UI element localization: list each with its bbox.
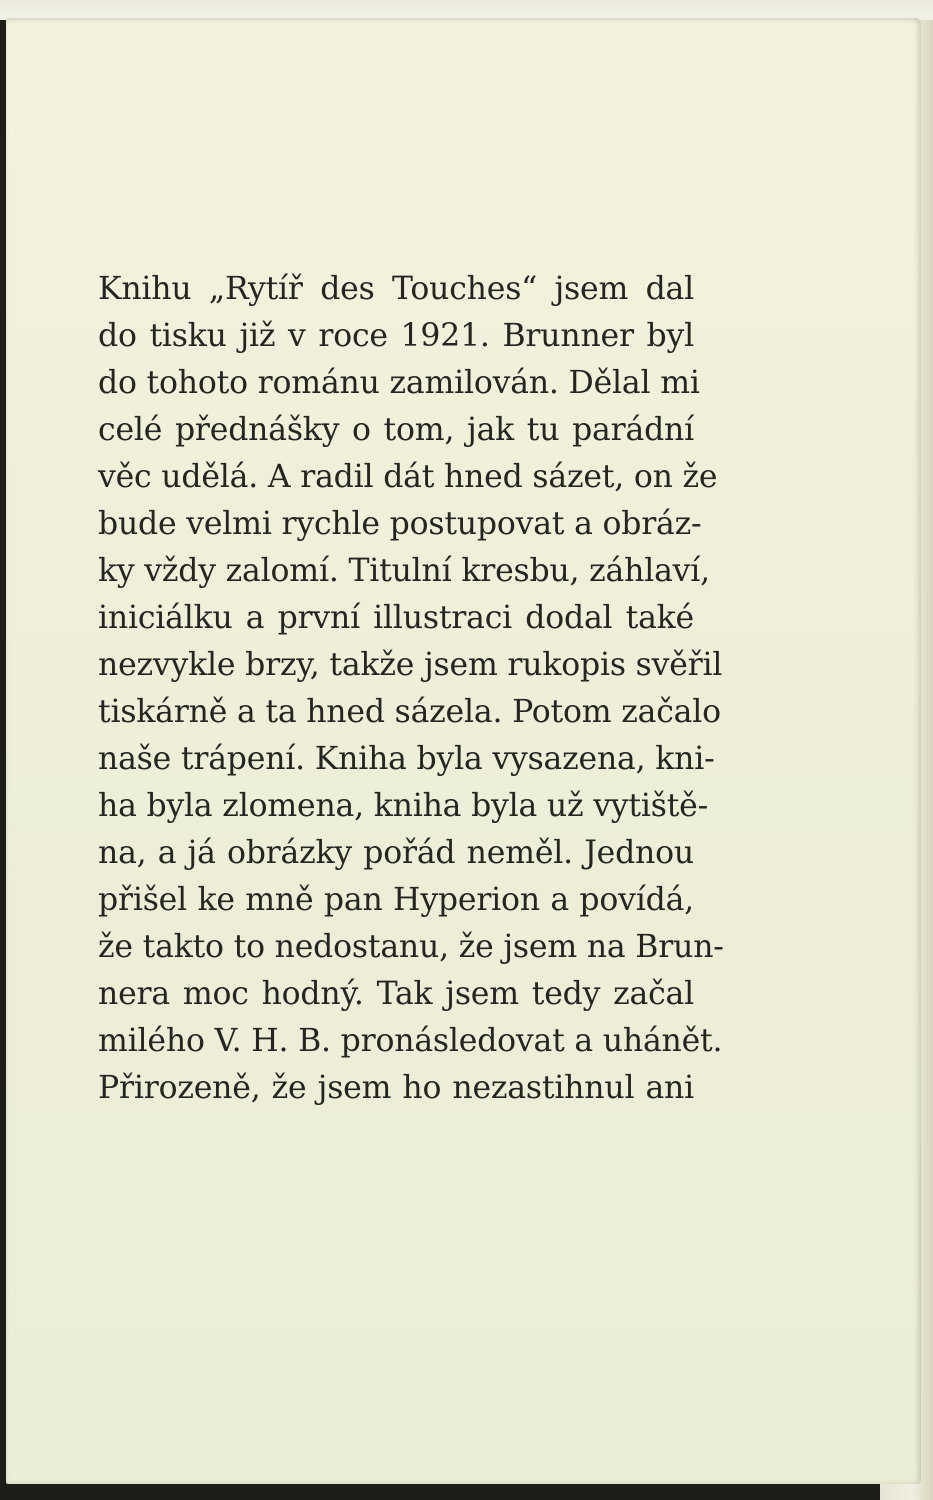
text-line: naše trápení. Kniha byla vysazena, kni-	[98, 741, 715, 777]
text-line: Přirozeně, že jsem ho nezastihnul ani	[98, 1070, 694, 1106]
text-line: milého V. H. B. pronásledovat a uhánět.	[98, 1023, 723, 1059]
text-line: do tohoto románu zamilován. Dělal mi	[98, 365, 700, 401]
text-line: iniciálku a první illustraci dodal také	[98, 600, 694, 636]
text-line: tiskárně a ta hned sázela. Potom začalo	[98, 694, 721, 730]
top-edge	[0, 0, 933, 20]
text-line: Knihu „Rytíř des Touches“ jsem dal	[98, 271, 694, 307]
text-line: ha byla zlomena, kniha byla už vytiště-	[98, 788, 709, 824]
text-line: bude velmi rychle postupovat a obráz-	[98, 506, 702, 542]
text-line: na, a já obrázky pořád neměl. Jednou	[98, 835, 694, 871]
body-paragraph	[98, 266, 724, 1112]
text-line: do tisku již v roce 1921. Brunner byl	[98, 318, 694, 354]
text-line: celé přednášky o tom, jak tu parádní	[98, 412, 694, 448]
text-line: nera moc hodný. Tak jsem tedy začal	[98, 976, 694, 1012]
text-line: věc udělá. A radil dát hned sázet, on že	[98, 459, 718, 495]
paper-sheet	[6, 18, 921, 1484]
text-line: přišel ke mně pan Hyperion a povídá,	[98, 882, 694, 918]
text-line: že takto to nedostanu, že jsem na Brun-	[98, 929, 724, 965]
text-line: nezvykle brzy, takže jsem rukopis svěřil	[98, 647, 723, 683]
text-line: ky vždy zalomí. Titulní kresbu, záhlaví,	[98, 553, 710, 589]
